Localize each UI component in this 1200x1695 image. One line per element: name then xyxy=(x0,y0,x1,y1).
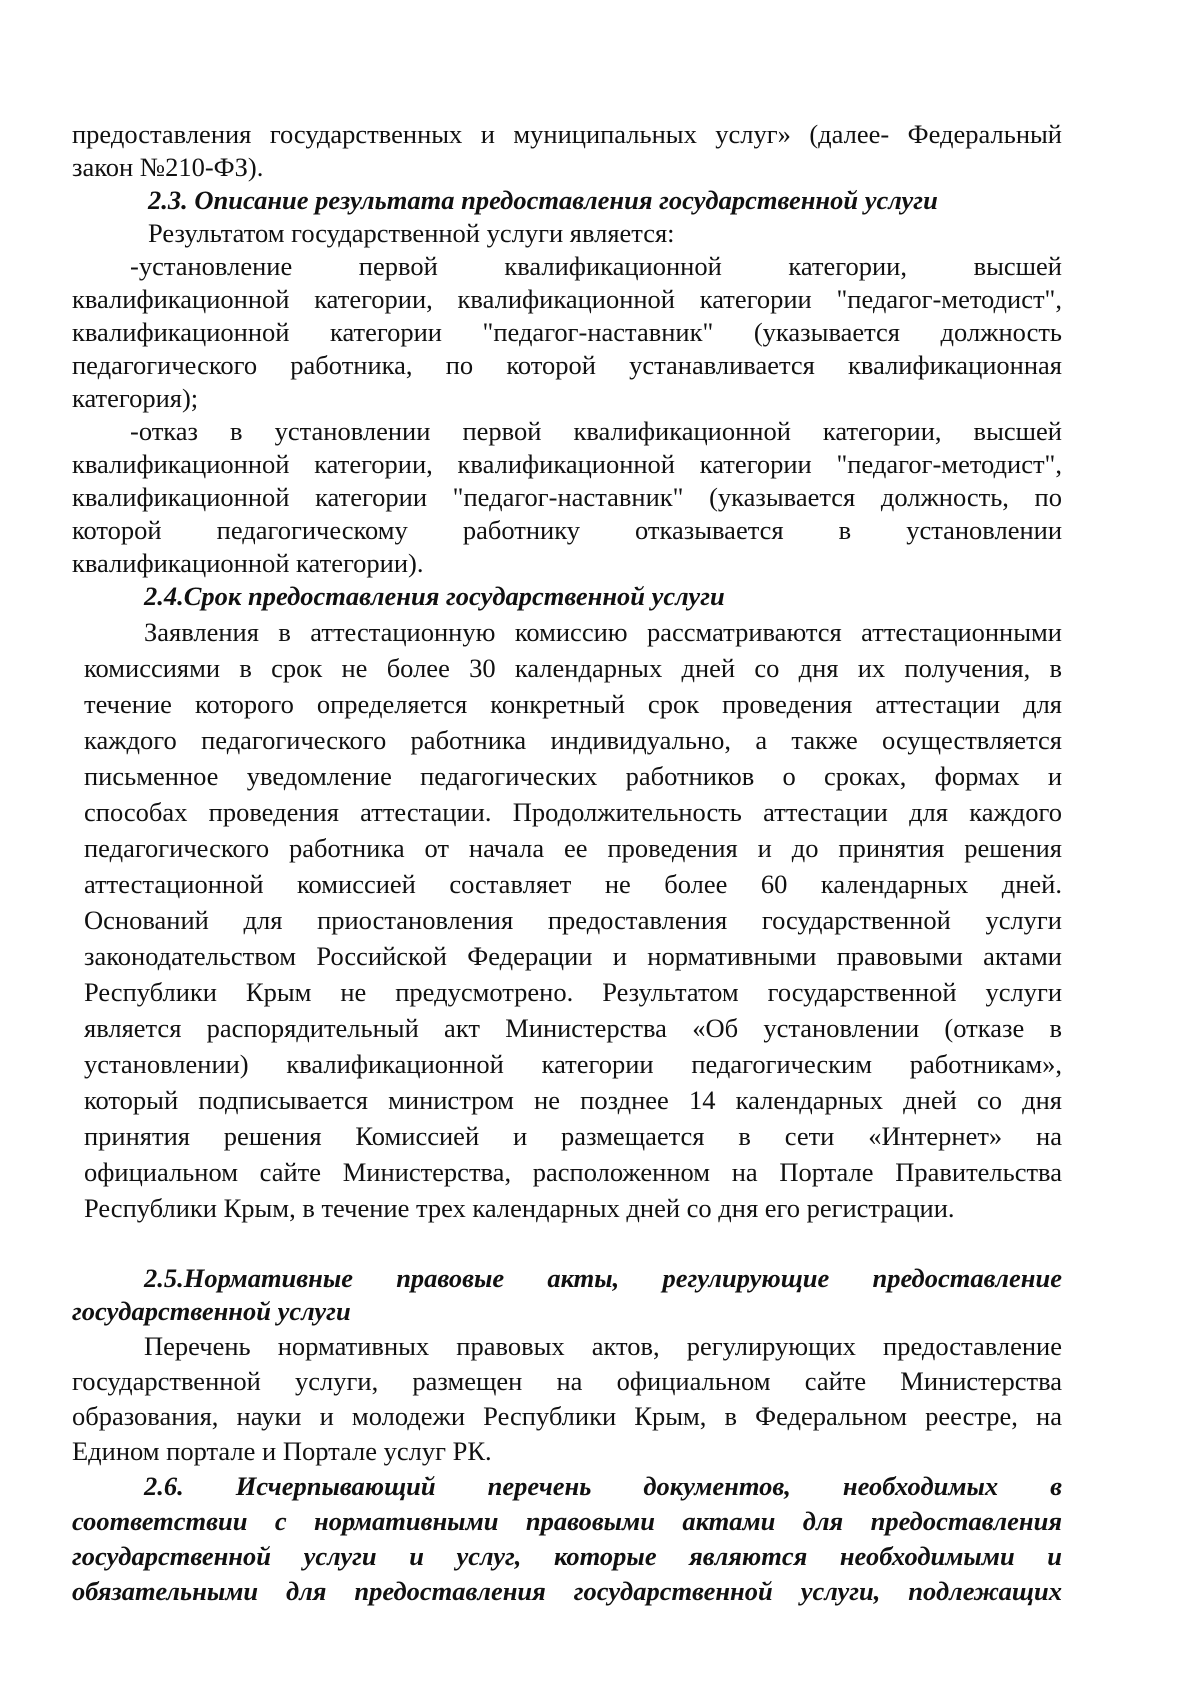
section-heading-2-6-cont: государственной услуги и услуг, которые являются необходимыми и xyxy=(72,1541,1062,1571)
section-heading-2-6: 2.6. Исчерпывающий перечень документов, необходимых в xyxy=(144,1471,1062,1501)
text-line: Едином портале и Портале услуг РК. xyxy=(72,1436,492,1466)
text-line: образования, науки и молодежи Республики Крым, в Федеральном реестре, на xyxy=(72,1401,1062,1431)
text-line: квалификационной категории, квалификационной категории "педагог-методист", xyxy=(72,284,1062,314)
text-line: официальном сайте Министерства, расположенном на Портале Правительства xyxy=(84,1157,1062,1187)
section-heading-2-6-cont: соответствии с нормативными правовыми актами для предоставления xyxy=(72,1506,1062,1536)
text-line: является распорядительный акт Министерства «Об установлении (отказе в xyxy=(84,1013,1062,1043)
text-line: который подписывается министром не позднее 14 календарных дней со дня xyxy=(84,1085,1062,1115)
text-line: государственной услуги, размещен на официальном сайте Министерства xyxy=(72,1366,1062,1396)
text-line: законодательством Российской Федерации и нормативными правовыми актами xyxy=(84,941,1062,971)
text-line: предоставления государственных и муниципальных услуг» (далее- Федеральный xyxy=(72,119,1062,149)
text-line: квалификационной категории, квалификационной категории "педагог-методист", xyxy=(72,449,1062,479)
text-line: -отказ в установлении первой квалификационной категории, высшей xyxy=(130,416,1062,446)
text-line: Республики Крым, в течение трех календарных дней со дня его регистрации. xyxy=(84,1193,955,1223)
section-heading-2-4: 2.4.Срок предоставления государственной услуги xyxy=(144,581,725,611)
text-line: закон №210-ФЗ). xyxy=(72,152,264,182)
text-line: Республики Крым не предусмотрено. Результатом государственной услуги xyxy=(84,977,1062,1007)
text-line: письменное уведомление педагогических работников о сроках, формах и xyxy=(84,761,1062,791)
text-line: принятия решения Комиссией и размещается в сети «Интернет» на xyxy=(84,1121,1062,1151)
text-line: педагогического работника от начала ее проведения и до принятия решения xyxy=(84,833,1062,863)
section-heading-2-5-cont: государственной услуги xyxy=(72,1296,351,1326)
section-heading-2-3: 2.3. Описание результата предоставления государственной услуги xyxy=(148,185,938,215)
text-line: Результатом государственной услуги является: xyxy=(148,218,675,248)
text-line: каждого педагогического работника индивидуально, а также осуществляется xyxy=(84,725,1062,755)
text-line: способах проведения аттестации. Продолжительность аттестации для каждого xyxy=(84,797,1062,827)
text-line: Заявления в аттестационную комиссию рассматриваются аттестационными xyxy=(144,617,1062,647)
text-line: течение которого определяется конкретный срок проведения аттестации для xyxy=(84,689,1062,719)
section-heading-2-5: 2.5.Нормативные правовые акты, регулирующие предоставление xyxy=(144,1263,1062,1293)
text-line: квалификационной категории). xyxy=(72,548,424,578)
text-line: установлении) квалификационной категории педагогическим работникам», xyxy=(84,1049,1062,1079)
text-line: Оснований для приостановления предоставления государственной услуги xyxy=(84,905,1062,935)
text-line: Перечень нормативных правовых актов, регулирующих предоставление xyxy=(144,1331,1062,1361)
text-line: комиссиями в срок не более 30 календарных дней со дня их получения, в xyxy=(84,653,1062,683)
text-line: аттестационной комиссией составляет не более 60 календарных дней. xyxy=(84,869,1062,899)
text-line: категория); xyxy=(72,383,199,413)
text-line: квалификационной категории "педагог-наставник" (указывается должность xyxy=(72,317,1062,347)
text-line: которой педагогическому работнику отказывается в установлении xyxy=(72,515,1062,545)
text-line: педагогического работника, по которой устанавливается квалификационная xyxy=(72,350,1062,380)
section-heading-2-6-cont: обязательными для предоставления государственной услуги, подлежащих xyxy=(72,1576,1062,1606)
text-line: квалификационной категории "педагог-наставник" (указывается должность, по xyxy=(72,482,1062,512)
text-line: -установление первой квалификационной категории, высшей xyxy=(130,251,1062,281)
